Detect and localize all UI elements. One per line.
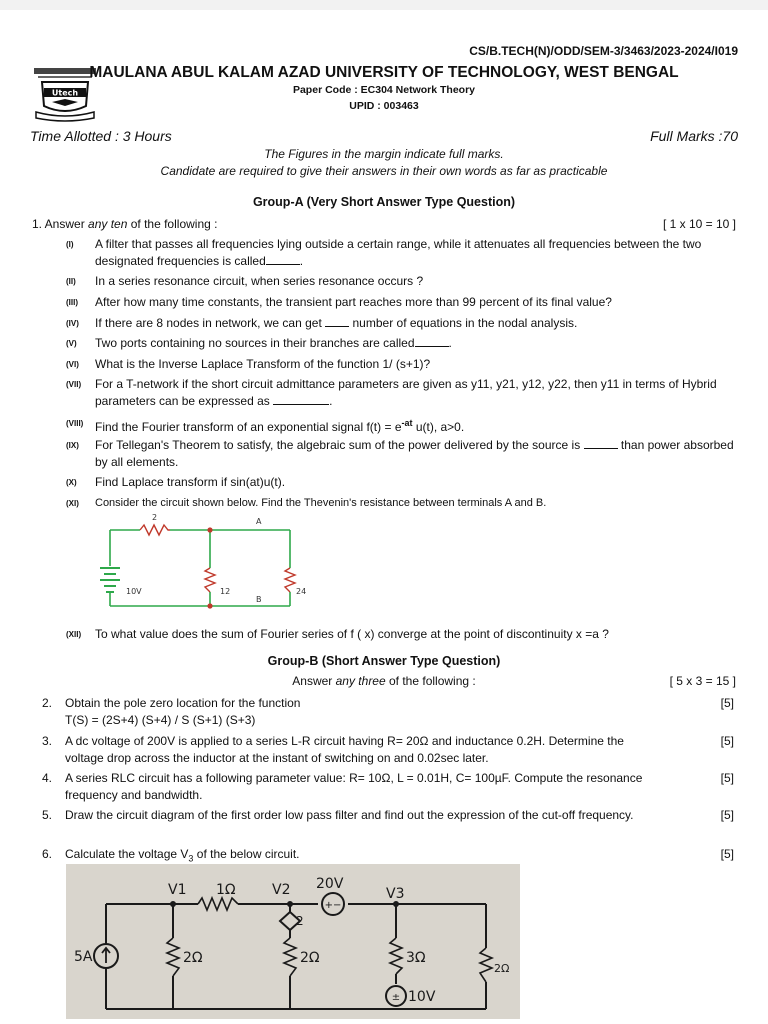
dependent-source-label: 2 xyxy=(296,914,304,928)
group-b-marks: [ 5 x 3 = 15 ] xyxy=(669,674,736,688)
resistor-24-label: 24 xyxy=(296,587,307,596)
thevenin-circuit-diagram xyxy=(90,508,320,618)
resistor-c-label: 3Ω xyxy=(406,950,426,966)
group-b-title: Group-B (Short Answer Type Question) xyxy=(267,654,501,668)
group-a-title: Group-A (Very Short Answer Type Question) xyxy=(252,195,516,209)
group-a-marks: [ 1 x 10 = 10 ] xyxy=(662,217,736,231)
svg-text:+−: +− xyxy=(324,900,342,911)
v2-label: V2 xyxy=(272,882,291,898)
full-marks: Full Marks :70 xyxy=(650,128,738,144)
group-a-prompt: 1. Answer any ten of the following : xyxy=(32,217,218,231)
node-b-label: B xyxy=(256,595,262,604)
voltage-circuit-photo xyxy=(66,864,520,1019)
group-b-prompt: Answer any three of the following : xyxy=(292,674,476,688)
top-bar xyxy=(0,0,768,10)
logo-lettering: Utech xyxy=(51,88,79,98)
instruction-1: The Figures in the margin indicate full marks. xyxy=(264,147,504,161)
current-source-label: 5A xyxy=(74,949,93,965)
resistor-a-label: 2Ω xyxy=(183,950,203,966)
instruction-2: Candidate are required to give their answers in their own words as far as practicable xyxy=(160,164,608,178)
svg-text:±: ± xyxy=(391,992,401,1003)
src-20v-label: 20V xyxy=(316,876,344,892)
source-label: 10V xyxy=(126,587,142,596)
v1-label: V1 xyxy=(168,882,187,898)
paper-code: Paper Code : EC304 Network Theory xyxy=(292,84,476,96)
v3-label: V3 xyxy=(386,886,405,902)
paper-code-line: CS/B.TECH(N)/ODD/SEM-3/3463/2023-2024/I019 xyxy=(469,44,738,58)
src-10v-label: 10V xyxy=(408,989,436,1005)
resistor-2-label: 2 xyxy=(152,513,158,522)
upid: UPID : 003463 xyxy=(349,100,419,112)
r12-label: 1Ω xyxy=(216,882,236,898)
resistor-d-label: 2Ω xyxy=(494,962,510,975)
time-allotted: Time Allotted : 3 Hours xyxy=(30,128,172,144)
resistor-b-label: 2Ω xyxy=(300,950,320,966)
resistor-12-label: 12 xyxy=(220,587,231,596)
node-a-label: A xyxy=(256,517,262,526)
university-name: MAULANA ABUL KALAM AZAD UNIVERSITY OF TECHNOLOGY, WEST BENGAL xyxy=(89,64,679,81)
